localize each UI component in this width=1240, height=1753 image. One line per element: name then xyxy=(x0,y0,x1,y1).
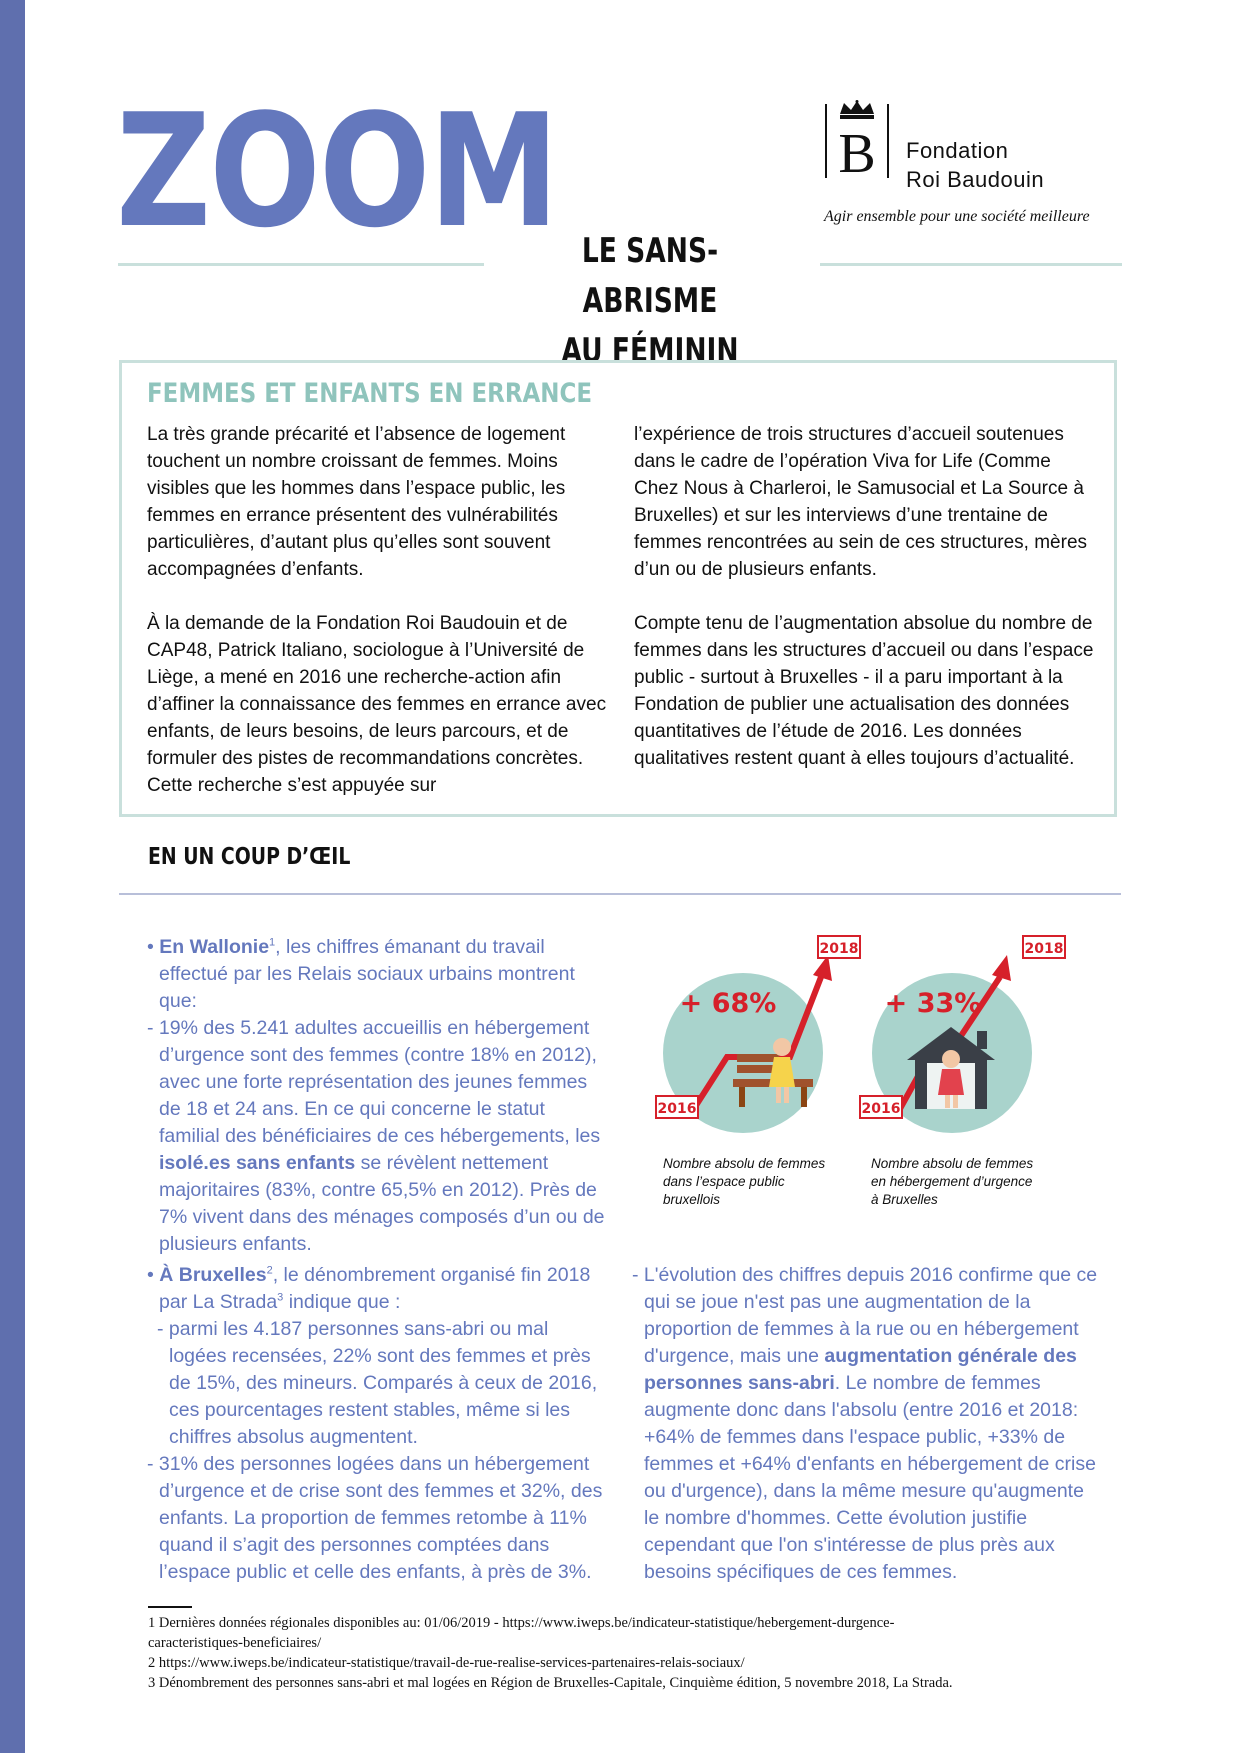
footnote-ref: 2 xyxy=(266,1264,273,1277)
foundation-logo xyxy=(820,100,1130,235)
year-end-label: 2018 xyxy=(1024,941,1064,957)
document-subtitle xyxy=(533,226,767,376)
shelter-caption xyxy=(871,1155,1061,1209)
subtitle-line-2: AU FÉMININ xyxy=(561,331,739,371)
caption-line: à Bruxelles xyxy=(871,1192,938,1207)
subtitle-line-1: LE SANS-ABRISME xyxy=(581,231,719,321)
bruxelles-block xyxy=(147,1262,607,1586)
evolution-bold: augmentation générale des personnes sans-abri xyxy=(644,1345,1077,1394)
footnote-2: 2 https://www.iweps.be/indicateur-statistique/travail-de-rue-realise-services-partenaires-relais-sociaux/ xyxy=(148,1655,745,1671)
intro-column-left xyxy=(147,421,607,826)
dash: - xyxy=(632,1264,644,1286)
bruxelles-item-1 xyxy=(147,1316,607,1451)
wallonie-label: En Wallonie xyxy=(159,936,270,958)
section-rule xyxy=(119,893,1121,895)
year-start-label: 2016 xyxy=(861,1101,901,1117)
bruxelles-item-text: 31% des personnes logées dans un hébergement d’urgence et de crise sont des femmes et 32%, des enfants. La proportion de femmes retombe à 11% quand il s’agit des personnes comptées dans l’espace public et celle des enfants, à près de 3%. xyxy=(158,1453,603,1583)
logo-letter: B xyxy=(838,123,876,185)
public-space-caption xyxy=(663,1155,853,1209)
caption-line: en hébergement d’urgence xyxy=(871,1174,1033,1189)
caption-line: Nombre absolu de femmes xyxy=(663,1156,826,1171)
public-space-graphic xyxy=(656,936,860,1133)
percent-value: + 68% xyxy=(679,988,777,1019)
title-rule-right xyxy=(820,263,1122,266)
wallonie-lead-text: , les chiffres émanant du travail effectué par les Relais sociaux urbains montrent que: xyxy=(159,936,575,1012)
bruxelles-lead xyxy=(147,1262,607,1316)
bruxelles-item-2 xyxy=(147,1451,607,1586)
crown-b-icon xyxy=(820,100,900,200)
intro-paragraph: La très grande précarité et l’absence de logement touchent un nombre croissant de femmes. Moins visibles que les hommes dans l’espace public, les femmes en errance présentent des vulnérabilités particulières, d’autant plus qu’elles sont souvent accompagnées d’enfants. xyxy=(147,424,566,580)
title-rule-left xyxy=(118,263,484,266)
evolution-text: L'évolution des chiffres depuis 2016 confirme que ce qui se joue n'est pas une augmentation de la proportion de femmes à la rue ou en hébergement d'urgence, mais une xyxy=(643,1264,1098,1367)
wallonie-item-bold: isolé.es sans enfants xyxy=(159,1152,356,1174)
footnote-3: 3 Dénombrement des personnes sans-abri et mal logées en Région de Bruxelles-Capitale, Cinquième édition, 5 novembre 2018, La Strada. xyxy=(148,1675,953,1691)
logo-tagline: Agir ensemble pour une société meilleure xyxy=(824,208,1090,225)
shelter-graphic xyxy=(860,936,1065,1133)
footnote-ref: 1 xyxy=(269,936,276,949)
bruxelles-lead-text-end: indique que : xyxy=(283,1291,401,1313)
year-start-label: 2016 xyxy=(657,1101,697,1117)
logo-name-line2: Roi Baudouin xyxy=(906,167,1045,192)
bruxelles-lead-text: , le dénombrement organisé fin 2018 par La Strada xyxy=(159,1264,591,1313)
intro-column-right xyxy=(634,421,1099,799)
wallonie-item xyxy=(147,1015,607,1258)
bullet: • xyxy=(147,936,160,958)
intro-paragraph: l’expérience de trois structures d’accueil soutenues dans le cadre de l’opération Viva for Life (Comme Chez Nous à Charleroi, le Samusocial et La Source à Bruxelles) et sur les interviews d’une trentaine de femmes rencontrées au sein de ces structures, mères d’un ou de plusieurs enfants. xyxy=(634,424,1088,580)
dash: - xyxy=(157,1318,169,1340)
intro-title: FEMMES ET ENFANTS EN ERRANCE xyxy=(147,378,593,409)
caption-line: dans l’espace public xyxy=(663,1174,785,1189)
footnote-1-cont: caracteristiques-beneficiaires/ xyxy=(148,1635,322,1651)
dash: - xyxy=(147,1017,159,1039)
caption-line: Nombre absolu de femmes xyxy=(871,1156,1034,1171)
intro-paragraph: Compte tenu de l’augmentation absolue du nombre de femmes dans les structures d’accueil ou dans l’espace public - surtout à Bruxelles - il a paru important à la Fondation de publier une actualisation des données quantitatives de l’étude de 2016. Les données qualitatives restent quant à elles toujours d’actualité. xyxy=(634,613,1094,769)
intro-paragraph: À la demande de la Fondation Roi Baudouin et de CAP48, Patrick Italiano, sociologue à l’Université de Liège, a mené en 2016 une recherche-action afin d’affiner la connaissance des femmes en errance avec enfants, de leurs besoins, de leurs parcours, et de formuler des pistes de recommandations concrètes. Cette recherche s’est appuyée sur xyxy=(147,613,607,796)
year-end-label: 2018 xyxy=(819,941,859,957)
infographic xyxy=(655,935,1090,1225)
wallonie-item-text-end: se révèlent nettement majoritaires (83%, contre 65,5% en 2012). Près de 7% vivent dans des ménages composés d’un ou de plusieurs enfants. xyxy=(159,1152,605,1255)
logo-name xyxy=(906,136,1044,194)
percent-value: + 33% xyxy=(884,988,982,1019)
arrow-head xyxy=(992,955,1011,981)
zoom-title: ZOOM xyxy=(116,80,558,262)
wallonie-block xyxy=(147,934,607,1258)
footnote-1: 1 Dernières données régionales disponibles au: 01/06/2019 - https://www.iweps.be/indicateur-statistique/hebergement-durgence- xyxy=(148,1615,895,1631)
side-accent-bar xyxy=(0,0,25,1753)
caption-line: bruxellois xyxy=(663,1192,721,1207)
wallonie-item-text: 19% des 5.241 adultes accueillis en hébergement d’urgence sont des femmes (contre 18% en 2012), avec une forte représentation des jeunes femmes de 18 et 24 ans. En ce qui concerne le statut familial des bénéficiaires de ces hébergements, les xyxy=(158,1017,601,1147)
infographic-graphic xyxy=(655,935,1090,1150)
bruxelles-item-text: parmi les 4.187 personnes sans-abri ou mal logées recensées, 22% sont des femmes et près de 15%, des mineurs. Comparés à ceux de 2016, ces pourcentages restent stables, même si les chiffres absolus augmentent. xyxy=(168,1318,598,1448)
footnote-ref: 3 xyxy=(277,1291,284,1304)
glance-title: EN UN COUP D’ŒIL xyxy=(148,844,351,870)
dash: - xyxy=(147,1453,159,1475)
logo-name-line1: Fondation xyxy=(906,138,1009,163)
evolution-text-end: . Le nombre de femmes augmente donc dans l'absolu (entre 2016 et 2018: +64% de femmes dans l'espace public, +33% de femmes et +64% d'enfants en hébergement de crise ou d'urgence), dans la même mesure qu'augmente le nombre d'hommes. Cette évolution justifie cependant que l'on s'intéresse de plus près aux besoins spécifiques de ces femmes. xyxy=(644,1372,1096,1583)
evolution-block xyxy=(632,1262,1102,1586)
footnotes xyxy=(148,1613,1078,1693)
bruxelles-label: À Bruxelles xyxy=(159,1264,267,1286)
bullet: • xyxy=(147,1264,160,1286)
evolution-item xyxy=(632,1262,1102,1586)
footnote-rule xyxy=(148,1606,192,1608)
wallonie-lead xyxy=(147,934,607,1015)
